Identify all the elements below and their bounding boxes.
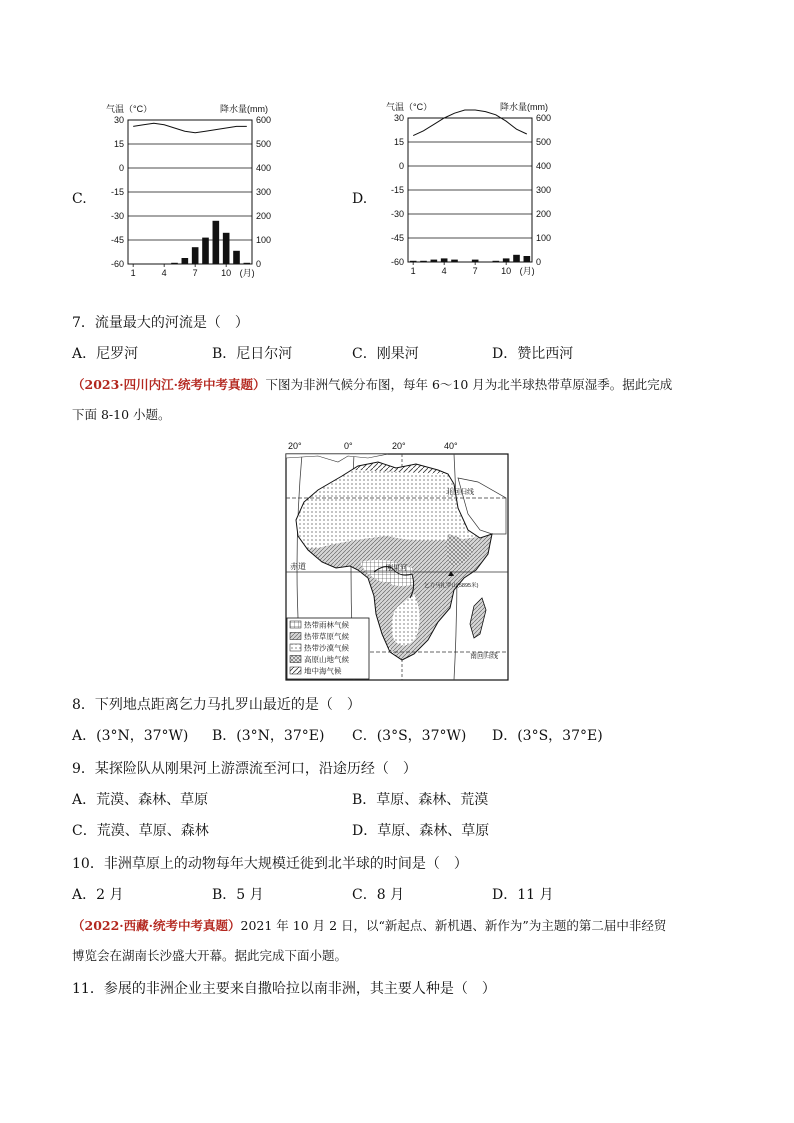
mountain-label: 乞力马扎罗山(5895米): [424, 583, 479, 589]
temp-tick-label: 15: [393, 137, 404, 147]
temp-tick-label: -60: [390, 257, 404, 267]
q9-stem: 9．某探险队从刚果河上游漂流至河口，沿途历经（ ）: [72, 761, 417, 777]
precip-bar: [233, 251, 240, 264]
precip-tick-label: 600: [536, 113, 552, 123]
legend-desert: 热带沙漠气候: [304, 643, 349, 653]
precip-tick-label: 600: [256, 115, 272, 125]
q7-option-a[interactable]: A．尼罗河: [72, 346, 139, 362]
precip-axis-title: 降水量(mm): [500, 102, 548, 112]
precip-tick-label: 0: [256, 259, 262, 269]
precip-tick-label: 400: [256, 163, 272, 173]
precip-bar: [451, 260, 458, 262]
legend-highland: 高原山地气候: [304, 655, 349, 664]
q10-option-c[interactable]: C．8 月: [352, 887, 405, 903]
temp-tick-label: -60: [110, 259, 124, 269]
precip-bar: [244, 263, 251, 264]
africa-climate-map: [278, 438, 514, 684]
lon-label-0: 0°: [344, 441, 353, 451]
temp-tick-label: 30: [393, 113, 404, 123]
temperature-curve: [133, 123, 247, 133]
month-unit: (月): [239, 268, 255, 278]
temp-tick-label: 0: [398, 161, 404, 171]
legend-savanna: 热带草原气候: [304, 632, 349, 641]
temp-tick-label: -45: [390, 233, 404, 243]
q10-option-a[interactable]: A．2 月: [72, 887, 124, 903]
month-tick-label: 7: [472, 266, 478, 276]
temp-tick-label: -45: [110, 235, 124, 245]
q10-stem: 10．非洲草原上的动物每年大规模迁徙到北半球的时间是（ ）: [72, 856, 468, 872]
intro-text: 2021 年 10 月 2 日，以“新起点、新机遇、新作为”为主题的第二届中非经贸: [240, 918, 667, 933]
q7-option-d[interactable]: D．赞比西河: [492, 346, 574, 362]
temp-tick-label: -15: [110, 187, 124, 197]
temp-tick-label: -15: [390, 185, 404, 195]
precip-bar: [213, 221, 220, 264]
intro-8-10: [72, 376, 732, 394]
q11-stem: 11．参展的非洲企业主要来自撒哈拉以南非洲，其主要人种是（ ）: [72, 981, 496, 997]
climate-chart-c: [92, 100, 282, 280]
precip-tick-label: 0: [536, 257, 542, 267]
month-tick-label: 4: [161, 268, 167, 278]
temp-tick-label: 15: [113, 139, 124, 149]
river-label: 刚果河: [386, 565, 407, 572]
month-tick-label: 10: [221, 268, 232, 278]
precip-bar: [524, 256, 531, 262]
q9-option-b[interactable]: B．草原、森林、荒漠: [352, 792, 489, 808]
equator-label: 赤道: [290, 562, 306, 571]
intro-11: [72, 917, 732, 935]
tropic-cancer-label: 北回归线: [446, 489, 474, 496]
precip-tick-label: 500: [536, 137, 552, 147]
climate-chart-d: [372, 98, 562, 278]
q8-option-b[interactable]: B．(3°N，37°E): [212, 728, 325, 744]
q9-option-d[interactable]: D．草原、森林、草原: [352, 823, 490, 839]
q7-option-c[interactable]: C．刚果河: [352, 346, 419, 362]
q8-option-d[interactable]: D．(3°S，37°E): [492, 728, 603, 744]
precip-tick-label: 400: [536, 161, 552, 171]
month-tick-label: 4: [441, 266, 447, 276]
precip-tick-label: 200: [256, 211, 272, 221]
q10-option-d[interactable]: D．11 月: [492, 887, 554, 903]
intro-text: 下图为非洲气候分布图，每年 6～10 月为北半球热带草原湿季。据此完成: [265, 377, 673, 392]
precip-bar: [410, 261, 417, 262]
source-tag: （2023·四川内江·统考中考真题）: [72, 377, 266, 392]
chart-d-label: D.: [352, 191, 368, 207]
precip-bar: [441, 258, 448, 262]
precip-bar: [182, 258, 189, 264]
precip-bar: [420, 261, 427, 262]
precip-bar: [493, 261, 500, 262]
temp-tick-label: -30: [110, 211, 124, 221]
intro-text-line2: 下面 8-10 小题。: [72, 407, 171, 422]
q10-option-b[interactable]: B．5 月: [212, 887, 264, 903]
precip-bar: [223, 233, 230, 264]
precip-bar: [192, 247, 199, 264]
legend-rainforest: 热带雨林气候: [304, 620, 349, 630]
temperature-curve: [413, 110, 527, 136]
precip-tick-label: 200: [536, 209, 552, 219]
precip-bar: [503, 258, 510, 262]
precip-bar: [171, 263, 178, 264]
q9-option-a[interactable]: A．荒漠、森林、草原: [72, 792, 209, 808]
precip-bar: [431, 260, 438, 262]
temp-tick-label: 0: [118, 163, 124, 173]
precip-tick-label: 500: [256, 139, 272, 149]
month-tick-label: 1: [410, 266, 416, 276]
lon-label-20w: 20°: [288, 441, 302, 451]
source-tag: （2022·西藏·统考中考真题）: [72, 918, 241, 933]
month-tick-label: 10: [501, 266, 512, 276]
q7-option-b[interactable]: B．尼日尔河: [212, 346, 293, 362]
temp-axis-title: 气温（°C）: [386, 102, 433, 112]
precip-bar: [472, 260, 479, 262]
q8-stem: 8．下列地点距离乞力马扎罗山最近的是（ ）: [72, 697, 361, 713]
precip-bar: [513, 255, 520, 262]
precip-tick-label: 100: [536, 233, 552, 243]
month-tick-label: 1: [130, 268, 136, 278]
precip-tick-label: 100: [256, 235, 272, 245]
intro-text-line2: 博览会在湖南长沙盛大开幕。据此完成下面小题。: [72, 948, 348, 963]
tropic-capricorn-label: 南回归线: [470, 653, 498, 660]
month-unit: (月): [519, 266, 535, 276]
chart-c-label: C.: [72, 191, 87, 207]
q8-option-c[interactable]: C．(3°S，37°W): [352, 728, 467, 744]
temp-axis-title: 气温（°C）: [106, 104, 153, 114]
q9-option-c[interactable]: C．荒漠、草原、森林: [72, 823, 209, 839]
precip-bar: [202, 238, 209, 264]
q8-option-a[interactable]: A．(3°N，37°W): [72, 728, 189, 744]
lon-label-40e: 40°: [444, 441, 458, 451]
precip-tick-label: 300: [256, 187, 272, 197]
month-tick-label: 7: [192, 268, 198, 278]
q7-stem: 7．流量最大的河流是（ ）: [72, 315, 249, 331]
legend-mediterranean: 地中海气候: [304, 666, 342, 676]
precip-tick-label: 300: [536, 185, 552, 195]
precip-axis-title: 降水量(mm): [220, 104, 268, 114]
lon-label-20e: 20°: [392, 441, 406, 451]
temp-tick-label: 30: [113, 115, 124, 125]
temp-tick-label: -30: [390, 209, 404, 219]
